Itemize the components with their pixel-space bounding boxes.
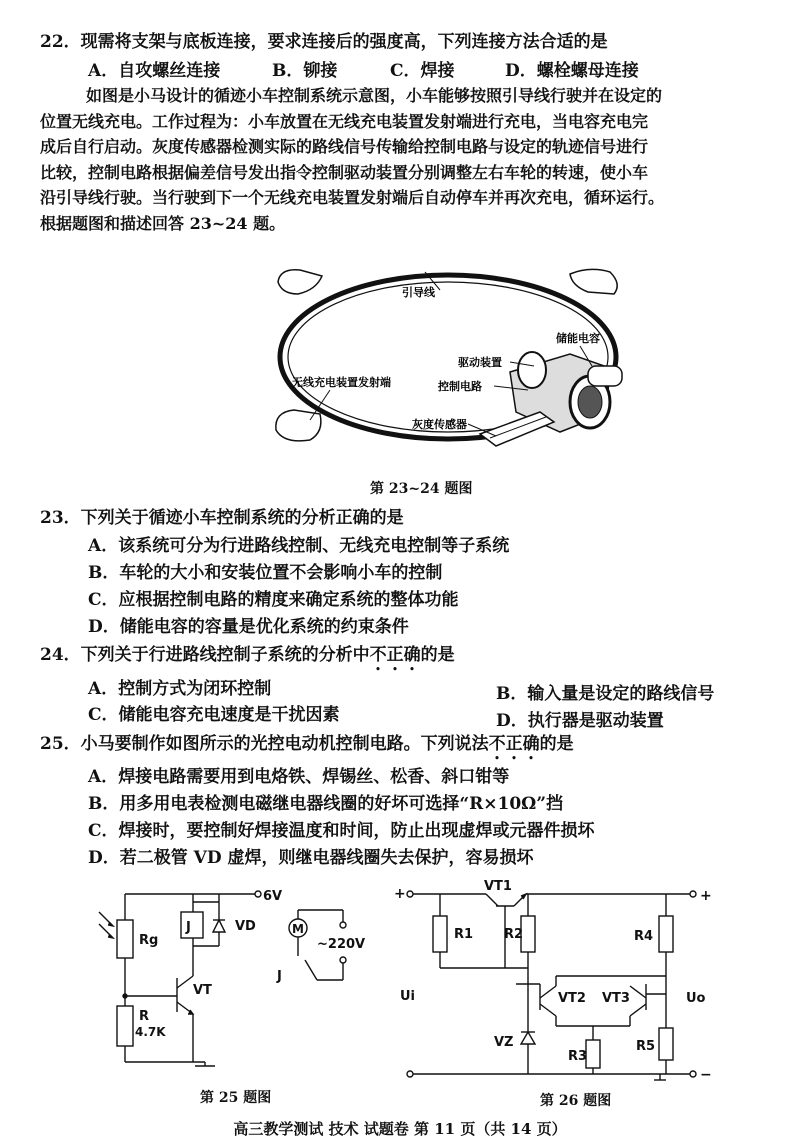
label-motor: M xyxy=(292,922,304,936)
q25-stem-emphasis: 不正确 xyxy=(488,734,540,754)
figure-23-24-caption: 第 23~24 题图 xyxy=(370,481,473,497)
label-vd: VD xyxy=(235,919,256,934)
circuit-25-caption: 第 25 题图 xyxy=(200,1090,272,1106)
charger-pad xyxy=(278,270,322,294)
passage-line: 位置无线充电。工作过程为：小车放置在无线充电装置发射端进行充电，当电容充电完 xyxy=(40,111,649,131)
figure-23-24 xyxy=(270,262,630,472)
label-plus-out: + xyxy=(700,888,712,904)
label-capacitor: 储能电容 xyxy=(556,332,600,345)
label-rg: Rg xyxy=(139,933,159,948)
passage xyxy=(40,83,750,236)
label-r1: R1 xyxy=(454,927,474,942)
q24-stem-emphasis: 不正确 xyxy=(369,645,421,665)
label-r2: R2 xyxy=(504,927,524,942)
page-footer: 高三教学测试 技术 试题卷 第 11 页（共 14 页） xyxy=(233,1120,567,1138)
label-uo: Uo xyxy=(686,991,706,1006)
label-vt3: VT3 xyxy=(602,991,630,1006)
q24-option-b: B．输入量是设定的路线信号 xyxy=(496,684,715,704)
q23-option-a: A．该系统可分为行进路线控制、无线充电控制等子系统 xyxy=(88,536,510,556)
label-j-coil: J xyxy=(186,920,191,935)
q22-stem: 22．现需将支架与底板连接，要求连接后的强度高，下列连接方法合适的是 xyxy=(40,32,608,52)
q25-stem xyxy=(40,729,574,764)
q22-option-d: D．螺栓螺母连接 xyxy=(505,61,639,81)
passage-line: 如图是小马设计的循迹小车控制系统示意图，小车能够按照引导线行驶并在设定的 xyxy=(86,86,663,105)
circuit-26-caption: 第 26 题图 xyxy=(540,1093,612,1109)
passage-line: 根据题图和描述回答 23~24 题。 xyxy=(40,213,286,233)
label-vt: VT xyxy=(193,983,212,998)
q25-stem-post: 的是 xyxy=(539,734,574,754)
q25-option-d: D．若二极管 VD 虚焊，则继电器线圈失去保护，容易损坏 xyxy=(88,848,534,868)
charger-pad xyxy=(570,269,617,294)
label-vt2: VT2 xyxy=(558,991,586,1006)
label-minus-out: − xyxy=(700,1067,712,1083)
q25-option-a: A．焊接电路需要用到电烙铁、焊锡丝、松香、斜口钳等 xyxy=(88,767,510,787)
q25-option-c: C．焊接时，要控制好焊接温度和时间，防止出现虚焊或元器件损坏 xyxy=(88,821,595,841)
label-r5: R5 xyxy=(636,1039,656,1054)
label-plus-in: + xyxy=(394,886,406,902)
circuit-25 xyxy=(95,880,385,1080)
label-drive: 驱动装置 xyxy=(458,356,502,369)
label-ui: Ui xyxy=(400,989,416,1004)
q23-option-d: D．储能电容的容量是优化系统的约束条件 xyxy=(88,617,409,637)
q23-option-c: C．应根据控制电路的精度来确定系统的整体功能 xyxy=(88,590,459,610)
label-control: 控制电路 xyxy=(438,380,482,393)
label-r-value: 4.7K xyxy=(135,1025,166,1039)
passage-line: 成后自行启动。灰度传感器检测实际的路线信号传输给控制电路与设定的轨迹信号进行 xyxy=(40,137,649,156)
label-r3: R3 xyxy=(568,1049,588,1064)
q24-stem xyxy=(40,640,455,675)
q23-option-b: B．车轮的大小和安装位置不会影响小车的控制 xyxy=(88,563,443,583)
label-r: R xyxy=(139,1009,150,1024)
q22-option-b: B．铆接 xyxy=(272,61,338,81)
label-j-switch: J xyxy=(277,969,282,984)
q25-stem-pre: 25．小马要制作如图所示的光控电动机控制电路。下列说法 xyxy=(40,734,489,754)
q24-stem-post: 的是 xyxy=(420,645,455,665)
q23-stem: 23．下列关于循迹小车控制系统的分析正确的是 xyxy=(40,508,404,528)
q24-option-a: A．控制方式为闭环控制 xyxy=(88,679,272,699)
label-220v: ~220V xyxy=(317,937,366,952)
q22-option-a: A．自攻螺丝连接 xyxy=(88,61,221,81)
passage-line: 比较，控制电路根据偏差信号发出指令控制驱动装置分别调整左右车轮的转速，使小车 xyxy=(40,162,649,182)
label-r4: R4 xyxy=(634,929,654,944)
label-vz: VZ xyxy=(494,1035,514,1050)
circuit-26 xyxy=(390,880,720,1085)
q24-stem-pre: 24．下列关于行进路线控制子系统的分析中 xyxy=(40,645,370,665)
passage-line: 沿引导线行驶。当行驶到下一个无线充电装置发射端后自动停车并再次充电，循环运行。 xyxy=(40,188,665,207)
q24-option-c: C．储能电容充电速度是干扰因素 xyxy=(88,705,340,725)
q22-option-c: C．焊接 xyxy=(390,61,455,81)
q25-option-b: B．用多用电表检测电磁继电器线圈的好坏可选择“R×10Ω”挡 xyxy=(88,794,564,814)
label-sensor: 灰度传感器 xyxy=(412,418,467,431)
label-vt1: VT1 xyxy=(484,880,512,894)
label-guide-line: 引导线 xyxy=(402,286,435,299)
q24-option-d: D．执行器是驱动装置 xyxy=(496,711,664,731)
label-6v: 6V xyxy=(263,889,283,904)
label-transmitter: 无线充电装置发射端 xyxy=(292,376,391,389)
